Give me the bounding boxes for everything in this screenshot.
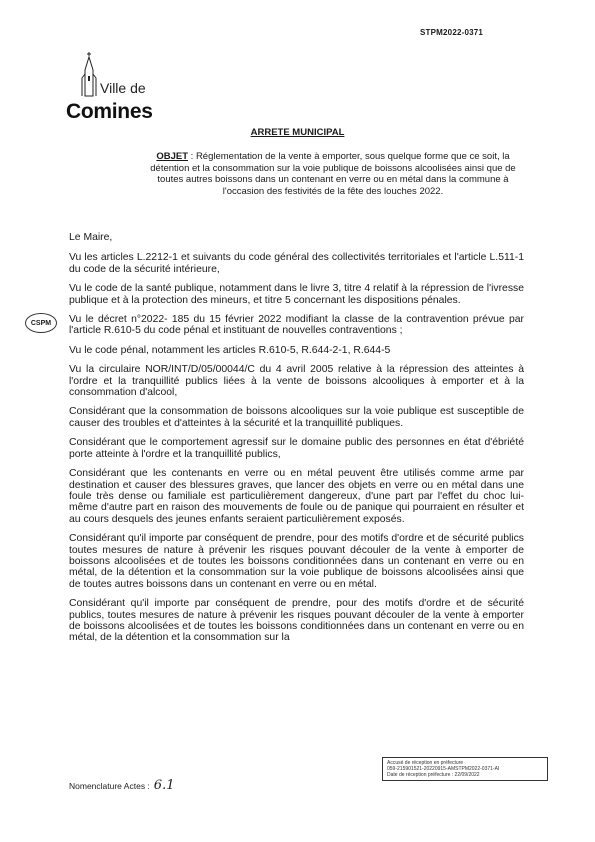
paragraph: Vu le code pénal, notamment les articles R.610-5, R.644-2-1, R.644-5 <box>69 344 391 356</box>
logo-line-comines: Comines <box>66 100 153 123</box>
paragraph: Considérant qu'il importe par conséquent de prendre, pour des motifs d'ordre et de sécurité publics toutes mesures de nature à prévenir les risques pouvant découler de la vente à emporter de boissons alcoolisées et de toutes les boissons conditionnées dans un contenant en verre ou en métal, de la détention et la consommation sur la voie publique de boissons alcoolisées ainsi que de toutes autres boissons dans un contenant en verre ou en métal. <box>69 533 524 590</box>
paragraph: Considérant que la consommation de boissons alcooliques sur la voie publique est susceptible de causer des troubles et d'atteintes à la sécurité et la tranquillité publiques. <box>69 406 524 429</box>
receipt-line: Accusé de réception en préfecture <box>387 760 464 766</box>
paragraph: Vu la circulaire NOR/INT/D/05/00044/C du 4 avril 2005 relative à la répression des atteintes à l'ordre et la tranquillité publics liées à la vente de boissons alcooliques à emporter et à la consommation d'alcool, <box>69 364 524 399</box>
paragraph: Le Maire, <box>69 232 113 243</box>
ville-de-comines-logo <box>66 50 176 126</box>
logo-line-ville: Ville de <box>100 80 146 96</box>
paragraph: Considérant que le comportement agressif sur le domaine public des personnes en état d'ébriété porte atteinte à l'ordre et la tranquillité publics, <box>69 437 524 460</box>
objet-text: : Réglementation de la vente à emporter, sous quelque forme que ce soit, la détention et la consommation sur la voie publique de boissons alcoolisées ainsi que de toutes autres boissons dans un contenant en verre ou en métal dans la commune à l'occasion des festivités de la fête des louches 2022. <box>150 151 516 197</box>
paragraph: Considérant que les contenants en verre ou en métal peuvent être utilisés comme arme par destination et causer des blessures graves, que lancer des objets en verre ou en métal dans une foule très dense ou familiale est particulièrement dangereux, d'une part par l'effet du choc lui-même d'autre part en raison des mouvements de foule ou de panique qui pourraient en résulter et au cours desquels des jeunes enfants seraient particulièrement exposés. <box>69 468 524 525</box>
paragraph: Vu le code de la santé publique, notamment dans le livre 3, titre 4 relatif à la répression de l'ivresse publique et à la protection des mineurs, et titre 5 concernant les dispositions pénales. <box>69 283 524 306</box>
nomenclature-actes <box>69 778 174 793</box>
nomenclature-value: 6.1 <box>153 778 175 793</box>
objet-label: OBJET <box>156 151 189 162</box>
paragraph: Vu le décret n°2022- 185 du 15 février 2022 modifiant la classe de la contravention prévue par l'article R.610-5 du code pénal et instituant de nouvelles contraventions ; <box>69 314 524 337</box>
document-reference: STPM2022-0371 <box>420 28 484 37</box>
nomenclature-label: Nomenclature Actes : <box>69 781 150 791</box>
paragraph: Vu les articles L.2212-1 et suivants du code général des collectivités territoriales et l'article L.511-1 du code de la sécurité intérieure, <box>69 252 524 275</box>
receipt-line: Date de réception préfecture : 22/09/2022 <box>387 772 480 778</box>
objet-block <box>143 151 523 197</box>
document-body <box>69 232 524 652</box>
paragraph: Considérant qu'il importe par conséquent de prendre, pour des motifs d'ordre et de sécurité publics, toutes mesures de nature à prévenir les risques pouvant découler de la vente à emporter de boissons alcoolisées et de toutes les boissons conditionnées dans un contenant en verre ou en métal, de la détention et la consommation sur la <box>69 598 524 644</box>
prefecture-receipt-stamp <box>382 757 548 781</box>
document-title: ARRETE MUNICIPAL <box>250 127 345 138</box>
receipt-line: 059-215901521-20220915-AMSTPM2022-0371-AI <box>387 766 500 772</box>
cspm-stamp: CSPM <box>25 313 57 333</box>
church-tower-icon <box>76 50 102 98</box>
